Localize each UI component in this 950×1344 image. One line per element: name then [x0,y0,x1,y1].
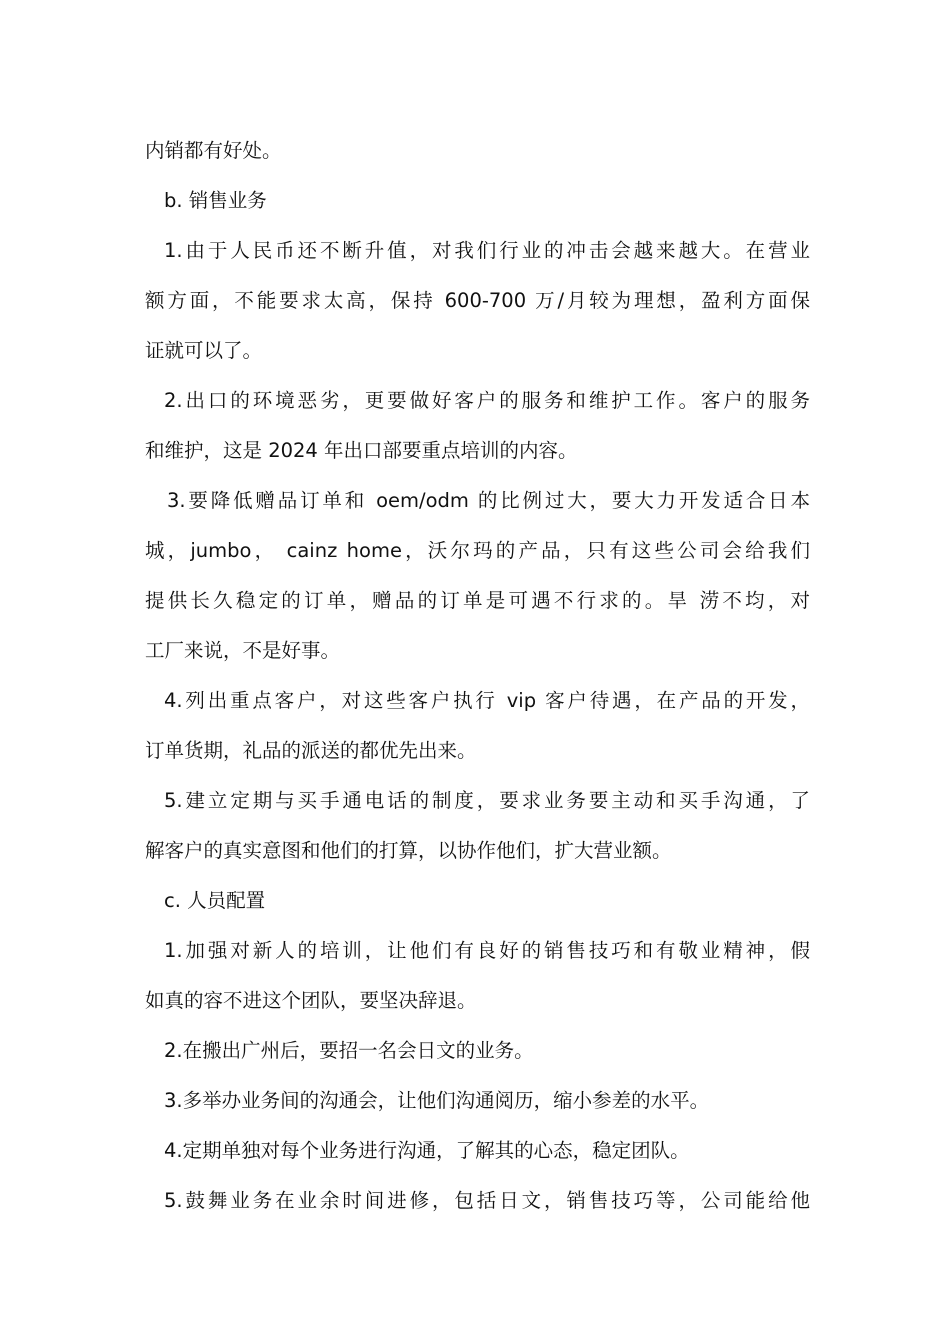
paragraph-line: 和维护，这是 2024 年出口部要重点培训的内容。 [145,439,578,462]
paragraph-line: 工厂来说，不是好事。 [145,639,341,662]
paragraph-line: 5.鼓舞业务在业余时间进修，包括日文，销售技巧等，公司能给他 [164,1189,810,1212]
paragraph-line: 内销都有好处。 [145,139,282,162]
paragraph-line: 1.加强对新人的培训，让他们有良好的销售技巧和有敬业精神，假 [164,939,810,962]
paragraph-line: 如真的容不进这个团队，要坚决辞退。 [145,989,477,1012]
paragraph-line: 证就可以了。 [145,339,263,362]
paragraph-line: 1.由于人民币还不断升值，对我们行业的冲击会越来越大。在营业 [164,239,810,262]
paragraph-line: 订单货期，礼品的派送的都优先出来。 [145,739,477,762]
document-body [145,126,810,1226]
paragraph-line: 城，jumbo， cainz home，沃尔玛的产品，只有这些公司会给我们 [145,539,810,562]
section-heading-staffing: c. 人员配置 [164,889,266,912]
paragraph-line: 5.建立定期与买手通电话的制度，要求业务要主动和买手沟通，了 [164,789,810,812]
section-heading-sales: b. 销售业务 [164,189,267,212]
paragraph-line: 4.定期单独对每个业务进行沟通，了解其的心态，稳定团队。 [164,1139,690,1162]
paragraph-line: 提供长久稳定的订单，赠品的订单是可遇不行求的。旱 涝不均，对 [145,589,810,612]
paragraph-line: 额方面，不能要求太高，保持 600-700 万/月较为理想，盈利方面保 [145,289,810,312]
paragraph-line: 2.出口的环境恶劣，更要做好客户的服务和维护工作。客户的服务 [164,389,810,412]
paragraph-line: 解客户的真实意图和他们的打算，以协作他们，扩大营业额。 [145,839,672,862]
paragraph-line: 2.在搬出广州后，要招一名会日文的业务。 [164,1039,534,1062]
paragraph-line: 3.要降低赠品订单和 oem/odm 的比例过大，要大力开发适合日本 [167,489,810,512]
paragraph-line: 3.多举办业务间的沟通会，让他们沟通阅历，缩小参差的水平。 [164,1089,710,1112]
paragraph-line: 4.列出重点客户，对这些客户执行 vip 客户待遇，在产品的开发， [164,689,810,712]
